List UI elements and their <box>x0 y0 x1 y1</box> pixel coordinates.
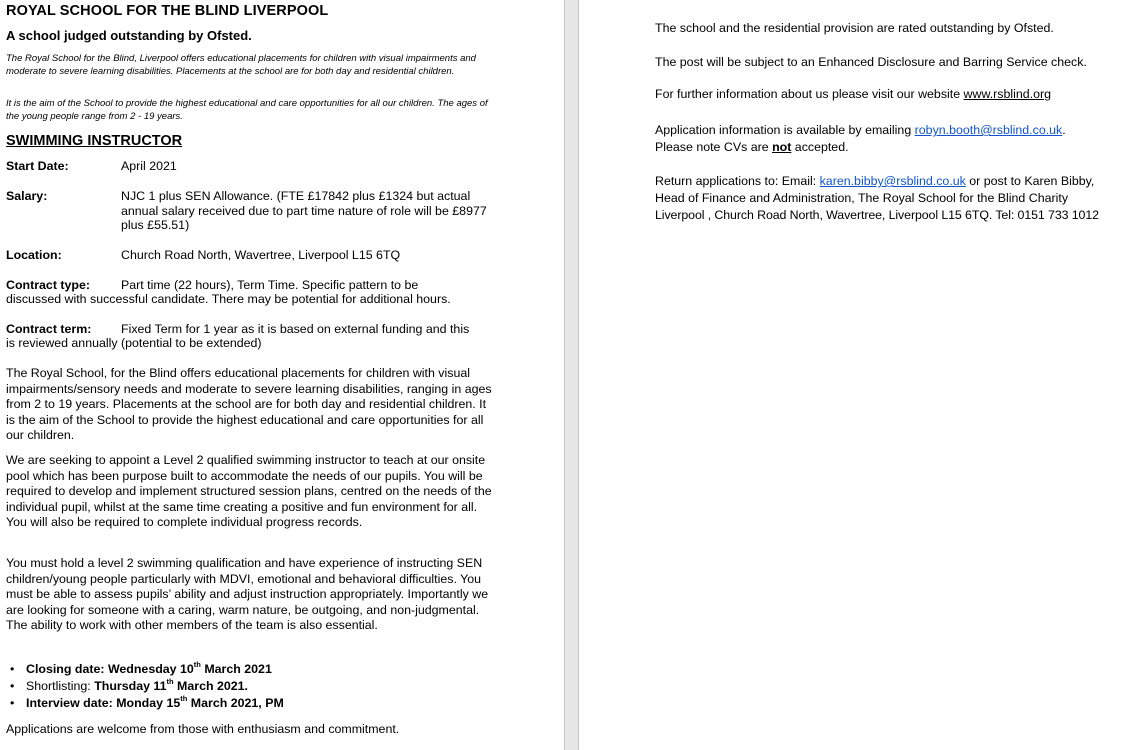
bullet-dot-icon: • <box>10 662 15 676</box>
intro-paragraph-1: The Royal School for the Blind, Liverpool offers educational placements for children with visual impairments and moderate to severe learning disabilities. Placements at the school are for both day and residential children. <box>6 53 476 77</box>
job-title-heading: SWIMMING INSTRUCTOR <box>6 133 183 149</box>
bullet-label: Closing date: <box>26 662 105 676</box>
dbs-line: The post will be subject to an Enhanced Disclosure and Barring Service check. <box>655 55 1087 69</box>
contract-term-continued: is reviewed annually (potential to be extended) <box>6 336 262 350</box>
bullet-shortlisting <box>10 676 248 693</box>
return-line-2: Head of Finance and Administration, The Royal School for the Blind Charity <box>655 191 1069 205</box>
start-date-value: April 2021 <box>121 159 177 173</box>
bullet-day: Monday 15 <box>116 696 181 710</box>
bullet-day: Wednesday 10 <box>107 662 194 676</box>
bullet-rest: March 2021. <box>173 679 248 693</box>
intro-paragraph-2: It is the aim of the School to provide the highest educational and care opportunities for all our children. The ages of the young people range from 2 - 19 years. <box>6 98 488 122</box>
location-value: Church Road North, Wavertree, Liverpool L15 6TQ <box>121 248 401 262</box>
cv-text-end: accepted. <box>791 140 849 154</box>
requirements-paragraph: You must hold a level 2 swimming qualification and have experience of instructing SEN children/young people particularly with MDVI, emotional and behavioral difficulties. You must be able to assess pupils’ ability and adjust instruction appropriately. Importantly we are looking for someone with a caring, warm nature, be outgoing, and non-judgmental. The ability to work with other members of the team is also essential. <box>6 556 489 633</box>
page-gutter <box>564 0 579 750</box>
ofsted-line: The school and the residential provision are rated outstanding by Ofsted. <box>655 21 1054 35</box>
contract-type-label: Contract type: <box>6 278 90 292</box>
bullet-label: Interview date: <box>26 696 113 710</box>
start-date-label: Start Date: <box>6 159 69 173</box>
cv-text: Please note CVs are <box>655 140 773 154</box>
school-name-heading: ROYAL SCHOOL FOR THE BLIND LIVERPOOL <box>6 3 329 19</box>
document-page-left <box>0 0 564 750</box>
contract-term-label: Contract term: <box>6 322 92 336</box>
salary-value: NJC 1 plus SEN Allowance. (FTE £17842 plus £1324 but actual annual salary received due to part time nature of role will be £8977 plus £55.51) <box>121 189 487 232</box>
location-label: Location: <box>6 248 62 262</box>
bullet-label: Shortlisting: <box>26 679 91 693</box>
app-info-end: . <box>1062 123 1066 137</box>
cv-not-emphasis: not <box>772 140 792 154</box>
closing-line: Applications are welcome from those with enthusiasm and commitment. <box>6 722 400 736</box>
cv-note-line <box>655 140 849 156</box>
return-text-end: or post to Karen Bibby, <box>965 174 1095 188</box>
bullet-sup: th <box>166 676 174 686</box>
contract-type-value: Part time (22 hours), Term Time. Specific pattern to be <box>121 278 419 292</box>
bullet-day: Thursday 11 <box>94 679 167 693</box>
school-description-paragraph: The Royal School, for the Blind offers educational placements for children with visual impairments/sensory needs and moderate to severe learning disabilities, ranging in ages from 2 to 19 years. Placements at the school are for both day and residential children. It is the aim of the School to provide the highest educational and care opportunities for all our children. <box>6 366 492 443</box>
website-text: For further information about us please visit our website <box>655 87 964 101</box>
bullet-rest: March 2021 <box>200 662 272 676</box>
bullet-rest: March 2021, PM <box>187 696 284 710</box>
contract-type-continued: discussed with successful candidate. There may be potential for additional hours. <box>6 292 451 306</box>
document-page-right <box>579 0 1142 750</box>
bullet-dot-icon: • <box>10 696 15 710</box>
bullet-dot-icon: • <box>10 679 15 693</box>
website-line <box>655 87 1051 103</box>
salary-label: Salary: <box>6 189 48 203</box>
application-info-line <box>655 123 1066 139</box>
return-line-1 <box>655 174 1094 190</box>
return-text: Return applications to: Email: <box>655 174 820 188</box>
app-info-email-link[interactable]: robyn.booth@rsblind.co.uk <box>914 123 1063 137</box>
contract-term-value: Fixed Term for 1 year as it is based on external funding and this <box>121 322 470 336</box>
website-link[interactable]: www.rsblind.org <box>963 87 1052 101</box>
app-info-text: Application information is available by emailing <box>655 123 915 137</box>
bullet-sup: th <box>193 659 201 669</box>
return-email-link[interactable]: karen.bibby@rsblind.co.uk <box>819 174 966 188</box>
bullet-closing-date <box>10 659 272 676</box>
return-line-3: Liverpool , Church Road North, Wavertree, Liverpool L15 6TQ. Tel: 0151 733 1012 <box>655 208 1099 222</box>
bullet-sup: th <box>180 693 188 703</box>
role-description-paragraph: We are seeking to appoint a Level 2 qualified swimming instructor to teach at our onsite pool which has been purpose built to accommodate the needs of our pupils. You will be required to develop and implement structured session plans, centred on the needs of the individual pupil, whilst at the same time creating a positive and fun environment for all. You will also be required to complete individual progress records. <box>6 453 492 530</box>
tagline: A school judged outstanding by Ofsted. <box>6 28 252 43</box>
bullet-interview-date <box>10 693 284 710</box>
